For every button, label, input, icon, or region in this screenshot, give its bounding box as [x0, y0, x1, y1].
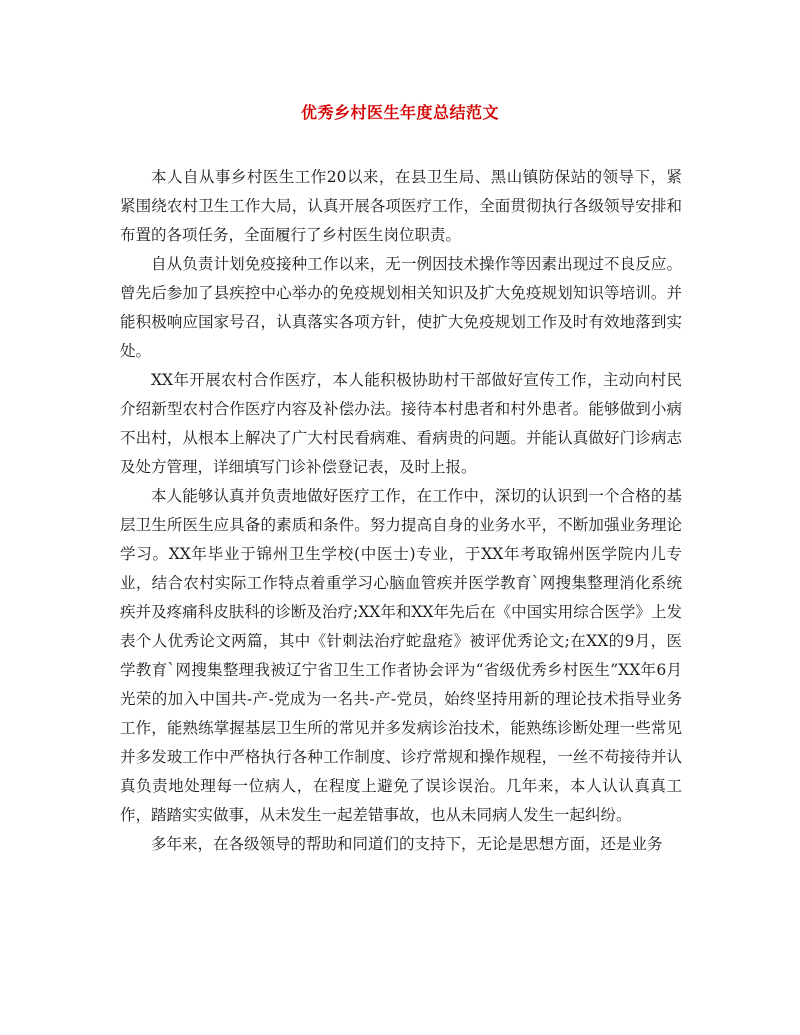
paragraph-1: 本人自从事乡村医生工作20以来，在县卫生局、黑山镇防保站的领导下，紧紧围绕农村卫生工作大局，认真开展各项医疗工作，全面贯彻执行各级领导安排和布置的各项任务，全面履行了乡村医生岗位职责。: [120, 168, 682, 244]
paragraph-4: 本人能够认真并负责地做好医疗工作，在工作中，深切的认识到一个合格的基层卫生所医生应具备的素质和条件。努力提高自身的业务水平，不断加强业务理论学习。XX年毕业于锦州卫生学校(中医士)专业，于XX年考取锦州医学院内儿专业，结合农村实际工作特点着重学习心脑血管疾并医学教育`网搜集整理消化系统疾并及疼痛科皮肤科的诊断及治疗;XX年和XX年先后在《中国实用综合医学》上发表个人优秀论文两篇，其中《针刺法治疗蛇盘疮》被评优秀论文;在XX的9月，医学教育`网搜集整理我被辽宁省卫生工作者协会评为“省级优秀乡村医生”XX年6月光荣的加入中国共-产-党成为一名共-产-党员，始终坚持用新的理论技术指导业务工作，能熟练掌握基层卫生所的常见并多发病诊治技术，能熟练诊断处理一些常见并多发玻工作中严格执行各种工作制度、诊疗常规和操作规程，一丝不苟接待并认真负责地处理每一位病人，在程度上避免了误诊误治。几年来，本人认认真真工作，踏踏实实做事，从未发生一起差错事故，也从未同病人发生一起纠纷。: [120, 487, 682, 824]
document-title: 优秀乡村医生年度总结范文: [300, 103, 499, 122]
paragraph-5: 多年来，在各级领导的帮助和同道们的支持下，无论是思想方面，还是业务: [151, 835, 663, 853]
paragraph-3: XX年开展农村合作医疗，本人能积极协助村干部做好宣传工作，主动向村民介绍新型农村合作医疗内容及补偿办法。接待本村患者和村外患者。能够做到小病不出村，从根本上解决了广大村民看病难、看病贵的问题。并能认真做好门诊病志及处方管理，详细填写门诊补偿登记表，及时上报。: [120, 371, 682, 476]
paragraph-2: 自从负责计划免疫接种工作以来，无一例因技术操作等因素出现过不良反应。曾先后参加了县疾控中心举办的免疫规划相关知识及扩大免疫规划知识等培训。并能积极响应国家号召，认真落实各项方针，使扩大免疫规划工作及时有效地落到实处。: [120, 255, 682, 360]
document-body: [120, 163, 682, 859]
